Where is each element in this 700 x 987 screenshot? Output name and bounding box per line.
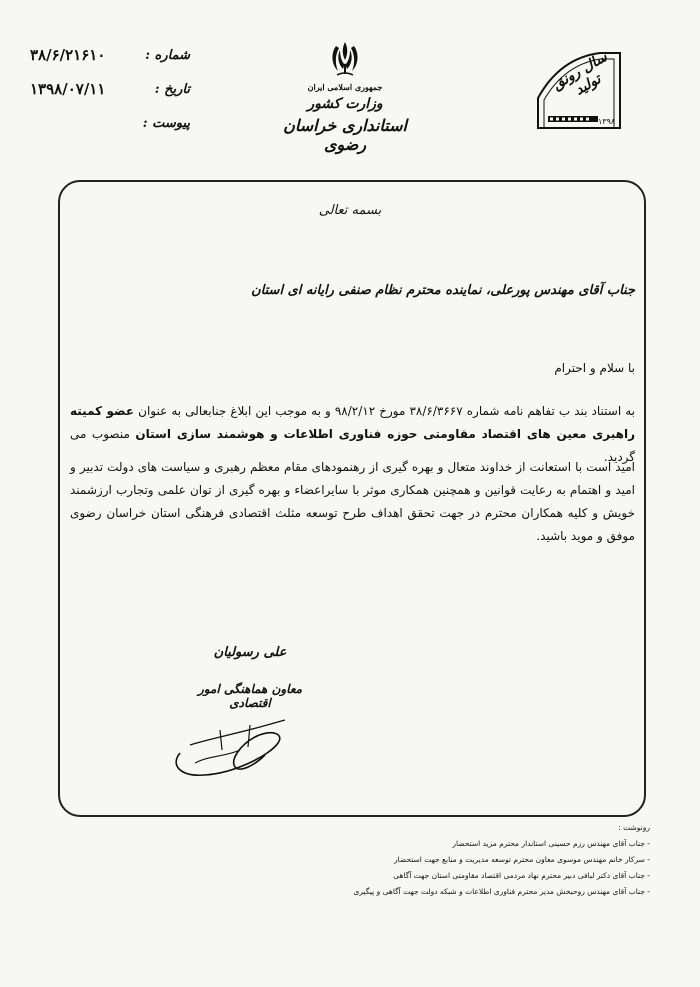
cc-heading: رونوشت : [618, 823, 650, 832]
signer-title: معاون هماهنگی امور اقتصادی [197, 682, 303, 710]
cc-item: - جناب آقای مهندس رزم حسینی استاندار محترم مزید استحضار [280, 836, 650, 852]
bismillah: بسمه تعالی [318, 203, 382, 218]
republic-label: جمهوری اسلامی ایران [307, 82, 383, 92]
number-label: شماره : [145, 47, 190, 63]
letter-meta [30, 38, 190, 140]
appointment-text-end: منصوب می گردید. [70, 427, 635, 464]
date-value: ۱۳۹۸/۰۷/۱۱ [30, 80, 106, 98]
number-row [30, 38, 190, 72]
wishes-paragraph: امید است با استعانت از خداوند متعال و بهره گیری از رهنمودهای مقام معظم رهبری و سیاست های دولت تدبیر و امید و اهتمام به رعایت قوانین و همچنین همکاری موثر با سایراعضاء و بهره گیری از توان علمی وتجارب ارزشمند خویش و کلیه همکاران محترم در جهت تحقق اهداف طرح توسعه مثلث اقتصادی فرهنگی استان خراسان رضوی موفق و موید باشید. [70, 460, 635, 543]
iran-emblem-icon [324, 38, 366, 80]
date-label: تاریخ : [154, 81, 190, 97]
greeting: با سلام و احترام [554, 361, 635, 375]
attachment-row [30, 106, 190, 140]
cc-item: - سرکار خانم مهندس موسوی معاون محترم توسعه مدیریت و منابع جهت استحضار [280, 852, 650, 868]
cc-item: - جناب آقای مهندس روحبخش مدیر محترم فناوری اطلاعات و شبکه دولت جهت آگاهی و پیگیری [280, 884, 650, 900]
signature-block [180, 645, 320, 710]
signer-name: علی رسولیان [213, 645, 287, 660]
handwritten-signature [160, 705, 300, 785]
number-value: ۳۸/۶/۲۱۶۱۰ [30, 46, 106, 64]
ministry-label: وزارت کشور [307, 96, 383, 112]
appointment-text-start: به استناد بند ب تفاهم نامه شماره ۳۸/۶/۳۶۶۷ مورخ ۹۸/۲/۱۲ و به موجب این ابلاغ جنابعالی به عنوان [134, 404, 636, 418]
cc-block [280, 820, 650, 900]
letterhead [270, 38, 420, 154]
recipient-line: جناب آقای مهندس پورعلی، نماینده محترم نظام صنفی رایانه ای استان [251, 283, 635, 298]
year-number: ۱۳۹۸ [598, 117, 616, 126]
cc-item: - جناب آقای دکتر لبافی دبیر محترم نهاد مردمی اقتصاد مقاومتی استان جهت آگاهی [280, 868, 650, 884]
year-slogan: سال رونق تولید [549, 49, 611, 99]
governorate-label: استانداری خراسان رضوی [283, 116, 407, 154]
date-row [30, 72, 190, 106]
attachment-label: پیوست : [142, 115, 190, 131]
appointment-position: عضو کمیته راهبری معین های اقتصاد مقاومتی حوزه فناوری اطلاعات و هوشمند سازی استان [70, 404, 635, 441]
